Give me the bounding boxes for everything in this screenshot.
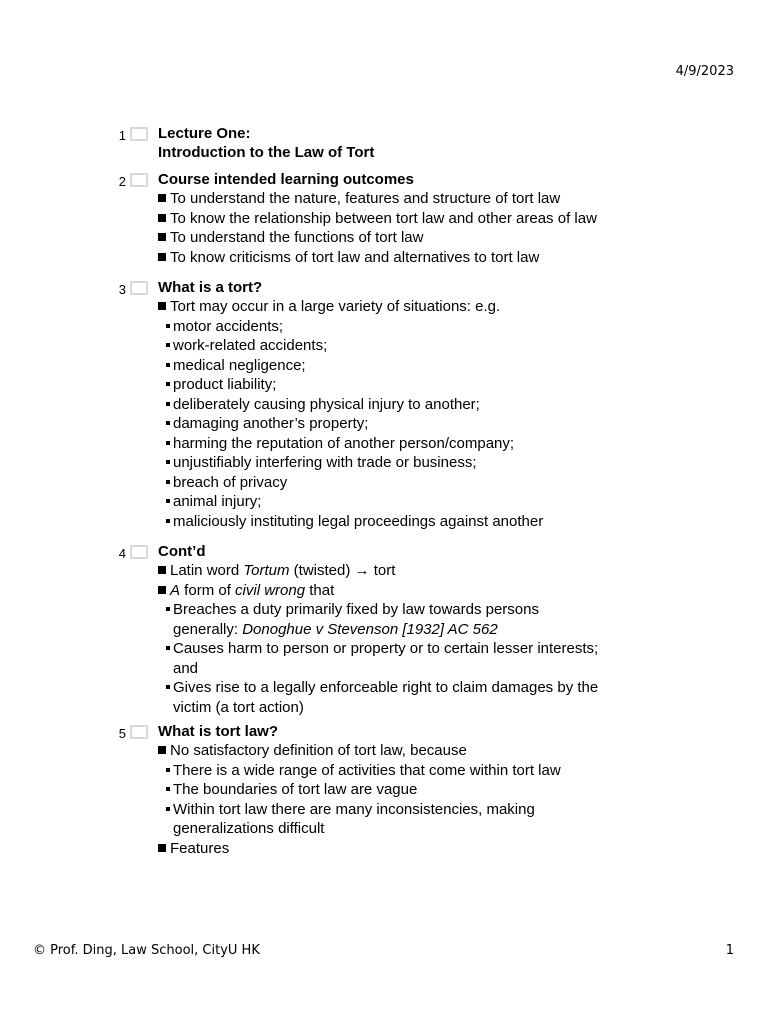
- slide-thumbnail-icon: [130, 545, 148, 559]
- subitem-line: Within tort law there are many inconsistencies, making: [173, 800, 535, 818]
- subitem-line: Breaches a duty primarily fixed by law towards persons: [173, 601, 539, 618]
- etymology-meaning: (twisted): [289, 562, 355, 579]
- right-arrow-icon: →: [354, 562, 370, 579]
- civil-wrong-term: civil wrong: [235, 581, 306, 599]
- etymology-result: tort: [369, 562, 396, 579]
- intro-bullet: Tort may occur in a large variety of situations: e.g.: [158, 297, 728, 317]
- subitem-line: Causes harm to person or property or to certain lesser interests;: [173, 640, 599, 657]
- slide-title: What is a tort?: [158, 279, 263, 296]
- situation-item: animal injury;: [158, 492, 728, 512]
- situation-item: damaging another’s property;: [158, 414, 728, 434]
- case-citation: Donoghue v Stevenson [1932] AC 562: [242, 620, 498, 638]
- slide-number: 3: [118, 282, 126, 297]
- reason-bullet: No satisfactory definition of tort law, because: [158, 741, 728, 761]
- subitem-line: and: [173, 659, 199, 677]
- slide-thumbnail-icon: [130, 725, 148, 739]
- slide-title-line-2: Introduction to the Law of Tort: [158, 144, 375, 161]
- subitem-line: generalizations difficult: [173, 820, 325, 837]
- definition-subitem: [158, 639, 728, 678]
- subitem-line: Gives rise to a legally enforceable right to claim damages by the: [173, 679, 599, 696]
- outcome-item: To know the relationship between tort law and other areas of law: [158, 209, 728, 229]
- situation-item: breach of privacy: [158, 473, 728, 493]
- situation-item: deliberately causing physical injury to another;: [158, 395, 728, 415]
- situation-item: harming the reputation of another person/company;: [158, 434, 728, 454]
- slide-number: 4: [118, 546, 126, 561]
- situation-item: maliciously instituting legal proceedings against another: [158, 512, 728, 532]
- features-bullet: Features: [158, 839, 728, 859]
- definition-subitem: [158, 678, 728, 717]
- slide-number: 2: [118, 174, 126, 189]
- subitem-line: [173, 620, 728, 640]
- subitem-line: victim (a tort action): [173, 698, 304, 716]
- etymology-bullet: [158, 561, 728, 581]
- reason-subitem: The boundaries of tort law are vague: [158, 780, 728, 800]
- situation-item: work-related accidents;: [158, 336, 728, 356]
- definition-text: form of: [180, 581, 236, 599]
- header-date: 4/9/2023: [675, 64, 734, 79]
- slide-title: Course intended learning outcomes: [158, 171, 414, 188]
- situation-item: medical negligence;: [158, 356, 728, 376]
- slide-title: Cont’d: [158, 543, 206, 560]
- subitem-text: generally:: [173, 620, 243, 638]
- definition-article: A: [170, 581, 181, 599]
- reason-subitem: [158, 800, 728, 839]
- slide-thumbnail-icon: [130, 127, 148, 141]
- outcome-item: To understand the functions of tort law: [158, 228, 728, 248]
- latin-word: Tortum: [243, 562, 290, 579]
- slide-thumbnail-icon: [130, 281, 148, 295]
- outcome-item: To know criticisms of tort law and alternatives to tort law: [158, 248, 728, 268]
- situation-item: unjustifiably interfering with trade or business;: [158, 453, 728, 473]
- situation-item: product liability;: [158, 375, 728, 395]
- definition-subitem: [158, 600, 728, 639]
- slide-number: 1: [118, 128, 126, 143]
- footer-copyright: © Prof. Ding, Law School, CityU HK: [33, 943, 260, 958]
- situation-item: motor accidents;: [158, 317, 728, 337]
- slide-number: 5: [118, 726, 126, 741]
- slide-thumbnail-icon: [130, 173, 148, 187]
- page-number: 1: [725, 943, 734, 958]
- reason-subitem: There is a wide range of activities that come within tort law: [158, 761, 728, 781]
- slide-title-line-1: Lecture One:: [158, 125, 251, 142]
- slide-title: What is tort law?: [158, 723, 278, 740]
- definition-suffix: that: [305, 581, 335, 599]
- etymology-prefix: Latin word: [170, 562, 244, 579]
- outcome-item: To understand the nature, features and structure of tort law: [158, 189, 728, 209]
- definition-bullet: [158, 581, 728, 601]
